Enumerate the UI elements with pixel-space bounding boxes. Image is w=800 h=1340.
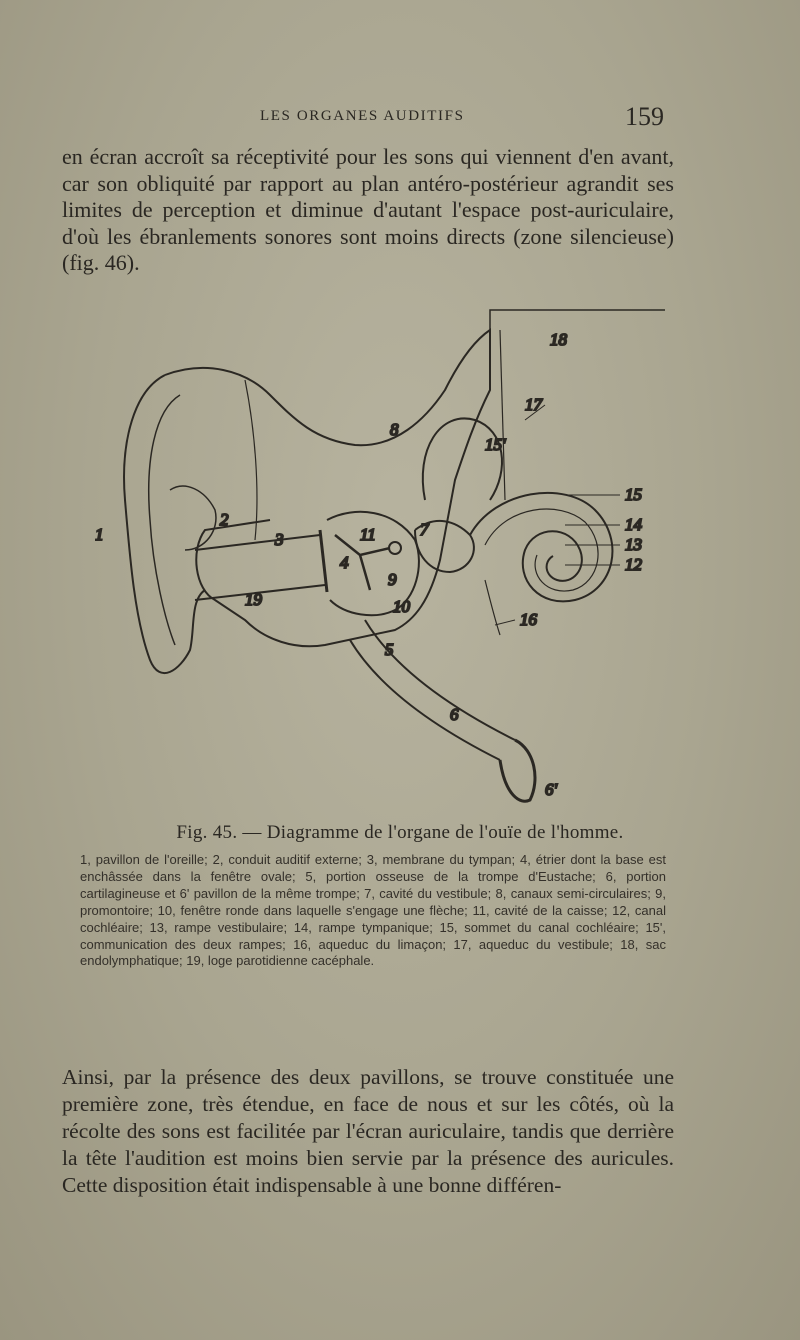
running-head: LES ORGANES AUDITIFS bbox=[260, 108, 465, 124]
label-19: 19 bbox=[245, 590, 262, 609]
ear-diagram bbox=[95, 300, 685, 820]
label-16: 16 bbox=[520, 610, 537, 629]
label-6: 6 bbox=[450, 705, 459, 724]
paragraph-top: en écran accroît sa réceptivité pour les sons qui viennent d'en avant, car son obliquité par rapport au plan antéro-postérieur agrandit ses limites de perception et diminue d'autant l'espace post-auriculaire, d'où les ébranlements sonores sont moins directs (zone silencieuse) (fig. 46). bbox=[62, 144, 674, 275]
label-5: 5 bbox=[385, 640, 394, 659]
aqueduct-cochlea bbox=[485, 580, 500, 635]
label-14: 14 bbox=[625, 515, 642, 534]
label-10: 10 bbox=[393, 597, 410, 616]
label-11: 11 bbox=[360, 525, 376, 544]
eustachian-tube-bottom bbox=[350, 640, 500, 760]
page-header bbox=[0, 104, 800, 134]
oval-window bbox=[389, 542, 401, 554]
tube-pavilion bbox=[500, 740, 535, 801]
leader-lines bbox=[495, 405, 620, 625]
label-13: 13 bbox=[625, 535, 642, 554]
cochlea bbox=[470, 493, 612, 602]
bone-ridge bbox=[245, 380, 257, 540]
label-6p: 6' bbox=[545, 780, 558, 799]
label-12: 12 bbox=[625, 555, 642, 574]
label-18: 18 bbox=[550, 330, 567, 349]
auricle-outline bbox=[124, 375, 205, 673]
page-number: 159 bbox=[625, 102, 664, 131]
label-15p: 15' bbox=[485, 435, 506, 454]
concha bbox=[170, 486, 216, 550]
figure-legend: 1, pavillon de l'oreille; 2, conduit auditif externe; 3, membrane du tympan; 4, étrier dont la base est enchâssée dans la fenêtre ovale; 5, portion osseuse de la trompe d'Eustache; 6, portion cartilagineuse et 6' pavillon de la même trompe; 7, cavité du vestibule; 8, canaux semi-circulaires; 9, promontoire; 10, fenêtre ronde dans laquelle s'engage une flèche; 11, cavité de la caisse; 12, canal cochléaire; 13, rampe vestibulaire; 14, rampe tympanique; 15, sommet du canal cochléaire; 15', communication des deux rampes; 16, aqueduc du limaçon; 17, aqueduc du vestibule; 18, sac endolymphatique; 19, loge parotidienne cacéphale. bbox=[80, 852, 666, 969]
label-2: 2 bbox=[220, 510, 229, 529]
label-9: 9 bbox=[388, 570, 397, 589]
label-4: 4 bbox=[340, 553, 349, 572]
eustachian-tube-top bbox=[365, 620, 515, 740]
figure-caption: Fig. 45. — Diagramme de l'organe de l'ouïe de l'homme. bbox=[176, 822, 624, 843]
label-3: 3 bbox=[275, 530, 284, 549]
endolymphatic-duct bbox=[490, 310, 665, 330]
paragraph-bottom: Ainsi, par la présence des deux pavillons, se trouve constituée une première zone, très étendue, en face de nous et sur les côtés, où la récolte des sons est facilitée par l'écran auriculaire, tandis que derrière la tête l'audition est moins bien servie par la présence des auricules. Cette disposition était indispensable à une bonne différen- bbox=[62, 1065, 674, 1197]
tympanic-membrane bbox=[320, 530, 327, 592]
ear-canal-upper bbox=[195, 535, 320, 550]
label-17: 17 bbox=[525, 395, 542, 414]
label-8: 8 bbox=[390, 420, 399, 439]
label-1: 1 bbox=[95, 525, 104, 544]
label-7: 7 bbox=[420, 520, 429, 539]
label-15: 15 bbox=[625, 485, 642, 504]
auricle-inner bbox=[149, 395, 180, 645]
